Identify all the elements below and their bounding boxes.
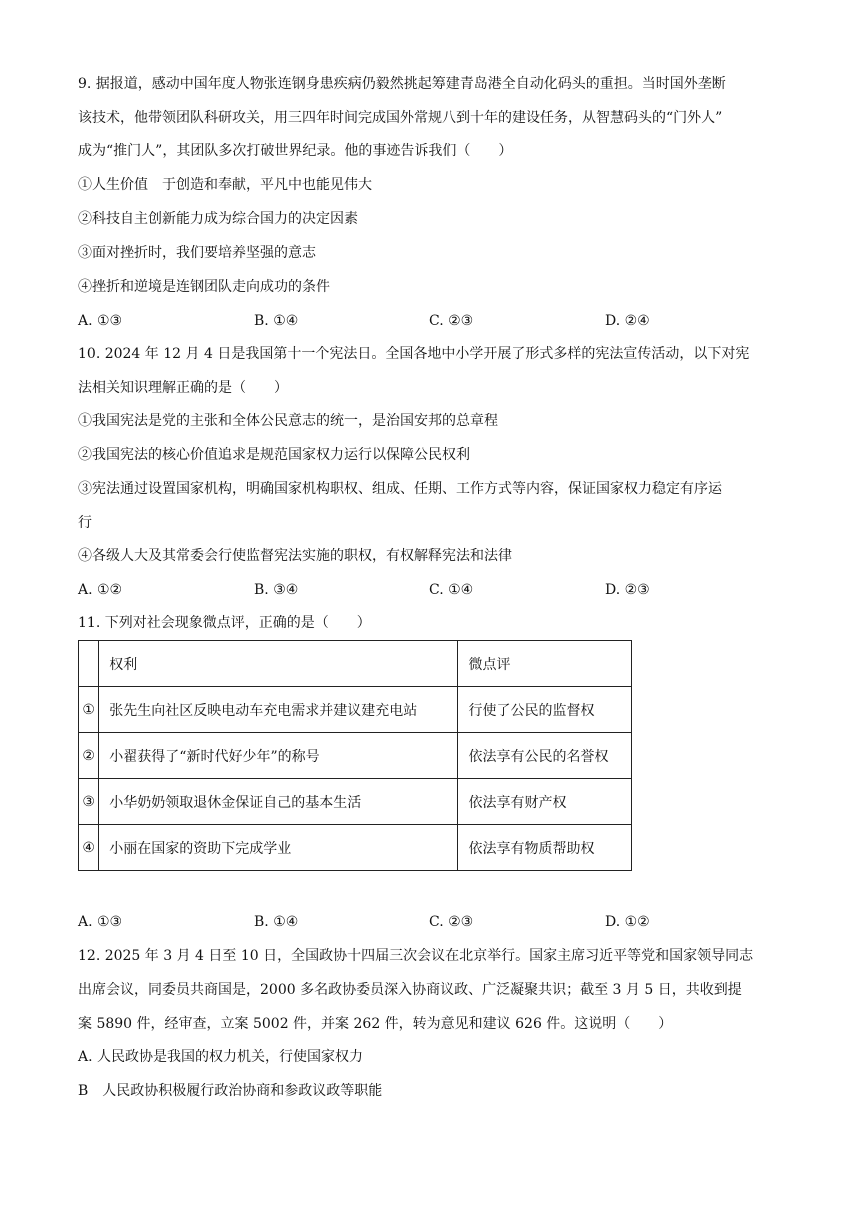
q11-option-d[interactable]: D. ①② xyxy=(605,914,650,930)
q11-option-a[interactable]: A. ①③ xyxy=(78,914,123,930)
q9-stem-line-3: 成为“推门人”，其团队多次打破世界纪录。他的事迹告诉我们（ ） xyxy=(78,143,513,159)
row-phenomenon: 张先生向社区反映电动车充电需求并建议建充电站 xyxy=(99,687,458,733)
table-row xyxy=(79,779,632,825)
q10-option-c[interactable]: C. ①④ xyxy=(429,582,474,598)
q10-option-d[interactable]: D. ②③ xyxy=(605,582,650,598)
table-row xyxy=(79,687,632,733)
q10-option-a[interactable]: A. ①② xyxy=(78,582,123,598)
q9-option-c[interactable]: C. ②③ xyxy=(429,313,474,329)
q11-options xyxy=(78,912,798,932)
q9-stem-line-2: 该技术，他带领团队科研攻关，用三四年时间完成国外常规八到十年的建设任务，从智慧码头的“门外人” xyxy=(78,110,723,126)
q9-statement-4: ④挫折和逆境是连钢团队走向成功的条件 xyxy=(78,279,330,295)
q10-stem-line-2: 法相关知识理解正确的是（ ） xyxy=(78,380,288,396)
q10-statement-3: ③宪法通过设置国家机构，明确国家机构职权、组成、任期、工作方式等内容，保证国家权力稳定有序运 xyxy=(78,481,722,497)
table-row xyxy=(79,825,632,871)
table-header-index xyxy=(79,641,99,687)
row-index: ③ xyxy=(79,779,99,825)
q12-choice-a[interactable]: A. 人民政协是我国的权力机关，行使国家权力 xyxy=(78,1049,364,1065)
q12-stem-line-2: 出席会议，同委员共商国是，2000 多名政协委员深入协商议政、广泛凝聚共识；截至 3 月 5 日，共收到提 xyxy=(78,982,742,998)
q11-option-c[interactable]: C. ②③ xyxy=(429,914,474,930)
q9-option-a[interactable]: A. ①③ xyxy=(78,313,123,329)
row-comment: 依法享有公民的名誉权 xyxy=(458,733,632,779)
q12-stem-line-1: 12. 2025 年 3 月 4 日至 10 日，全国政协十四届三次会议在北京举行。国家主席习近平等党和国家领导同志 xyxy=(78,948,754,964)
q9-stem-line-1: 9. 据报道，感动中国年度人物张连钢身患疾病仍毅然挑起筹建青岛港全自动化码头的重担。当时国外垄断 xyxy=(78,76,726,92)
table-header-row xyxy=(79,641,632,687)
table-header-right: 权利 xyxy=(99,641,458,687)
q10-statement-3-cont: 行 xyxy=(78,515,92,531)
q9-statement-3: ③面对挫折时，我们要培养坚强的意志 xyxy=(78,245,316,261)
q12-choice-b[interactable]: B 人民政协积极履行政治协商和参政议政等职能 xyxy=(78,1083,383,1099)
q9-statement-1: ①人生价值 于创造和奉献，平凡中也能见伟大 xyxy=(78,177,372,193)
q9-statement-2: ②科技自主创新能力成为综合国力的决定因素 xyxy=(78,211,358,227)
row-index: ④ xyxy=(79,825,99,871)
row-comment: 依法享有财产权 xyxy=(458,779,632,825)
row-phenomenon: 小翟获得了“新时代好少年”的称号 xyxy=(99,733,458,779)
q12-stem-line-3: 案 5890 件，经审查，立案 5002 件，并案 262 件，转为意见和建议 626 件。这说明（ ） xyxy=(78,1016,673,1032)
q11-option-b[interactable]: B. ①④ xyxy=(254,914,299,930)
row-phenomenon: 小丽在国家的资助下完成学业 xyxy=(99,825,458,871)
q11-stem: 11. 下列对社会现象微点评，正确的是（ ） xyxy=(78,615,371,631)
q10-option-b[interactable]: B. ③④ xyxy=(254,582,299,598)
q9-options xyxy=(78,311,798,331)
table-row xyxy=(79,733,632,779)
row-comment: 行使了公民的监督权 xyxy=(458,687,632,733)
row-phenomenon: 小华奶奶领取退休金保证自己的基本生活 xyxy=(99,779,458,825)
q10-statement-1: ①我国宪法是党的主张和全体公民意志的统一，是治国安邦的总章程 xyxy=(78,413,498,429)
q10-options xyxy=(78,580,798,600)
table-header-comment: 微点评 xyxy=(458,641,632,687)
q9-option-d[interactable]: D. ②④ xyxy=(605,313,650,329)
q10-statement-4: ④各级人大及其常委会行使监督宪法实施的职权，有权解释宪法和法律 xyxy=(78,548,512,564)
q10-statement-2: ②我国宪法的核心价值追求是规范国家权力运行以保障公民权利 xyxy=(78,447,470,463)
q10-stem-line-1: 10. 2024 年 12 月 4 日是我国第十一个宪法日。全国各地中小学开展了形式多样的宪法宣传活动，以下对宪 xyxy=(78,346,750,362)
row-index: ② xyxy=(79,733,99,779)
q9-option-b[interactable]: B. ①④ xyxy=(254,313,299,329)
row-comment: 依法享有物质帮助权 xyxy=(458,825,632,871)
q11-table xyxy=(78,640,632,871)
row-index: ① xyxy=(79,687,99,733)
